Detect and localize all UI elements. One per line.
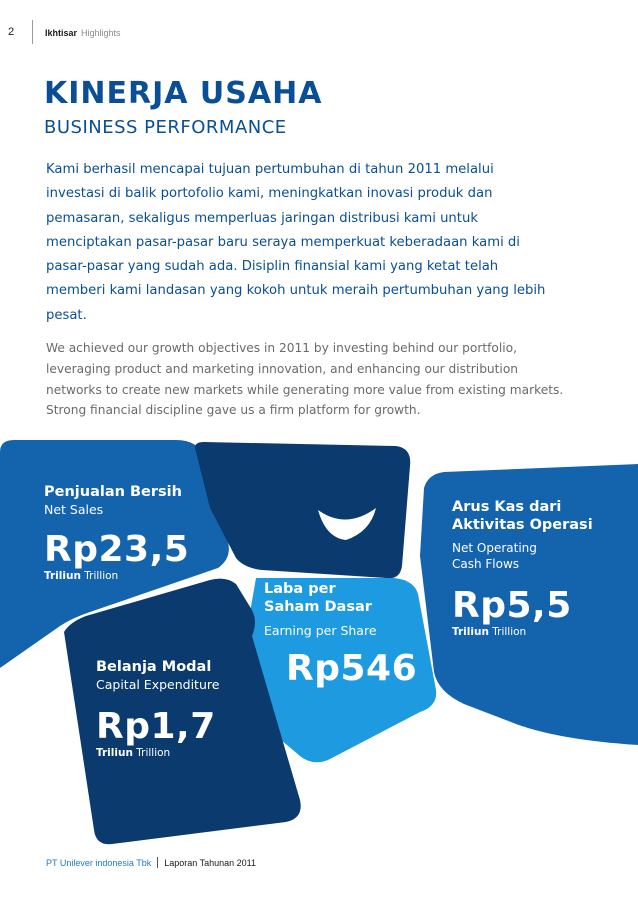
intro-paragraph-id: Kami berhasil mencapai tujuan pertumbuhan di tahun 2011 melalui investasi di balik portofolio kami, meningkatkan inovasi produk dan pemasaran, sekaligus memperluas jaringan distribusi kami untuk menciptakan pasar-pasar baru seraya memperkuat keberadaan kami di pasar-pasar yang sudah ada. Disiplin finansial kami yang ketat telah memberi kami landasan yang kokoh untuk meraih pertumbuhan yang lebih pesat.	[46, 162, 546, 323]
cash-flow-unit	[452, 626, 593, 638]
page-number: 2	[8, 26, 15, 38]
page-title: KINERJA USAHA	[44, 76, 323, 111]
eps-label-id-1: Laba per	[264, 581, 336, 597]
footer-divider	[157, 857, 158, 868]
section-label-id: Ikhtisar	[45, 28, 78, 38]
cash-flow-label-id-1: Arus Kas dari	[452, 499, 562, 515]
net-sales-unit-en: Trillion	[84, 570, 119, 582]
kpi-eps	[264, 580, 417, 689]
kpi-net-sales	[44, 483, 189, 582]
capex-value: Rp1,7	[96, 706, 216, 747]
net-sales-label-id: Penjualan Bersih	[44, 484, 182, 500]
page-subtitle: BUSINESS PERFORMANCE	[44, 117, 287, 138]
net-sales-unit-id: Triliun	[44, 570, 81, 582]
kpi-capex	[96, 658, 219, 759]
footer	[46, 857, 256, 868]
eps-label-id-2: Saham Dasar	[264, 599, 372, 615]
capex-label-id: Belanja Modal	[96, 659, 212, 675]
kpi-cash-flow	[452, 498, 593, 638]
cash-flow-unit-en: Trillion	[492, 626, 527, 638]
capex-unit-en: Trillion	[136, 747, 171, 759]
net-sales-value: Rp23,5	[44, 529, 190, 570]
cash-flow-unit-id: Triliun	[452, 626, 489, 638]
footer-report: Laporan Tahunan 2011	[164, 858, 256, 868]
eps-label-en: Earning per Share	[264, 623, 377, 638]
footer-company: PT Unilever indonesia Tbk	[46, 858, 152, 868]
navy-top-panel	[195, 442, 410, 578]
intro-paragraph-en: We achieved our growth objectives in 2011 by investing behind our portfolio, leveraging product and marketing innovation, and enhancing our distribution networks to create new markets while generating more value from existing markets. Strong financial discipline gave us a firm platform for growth.	[46, 341, 564, 418]
net-sales-label-en: Net Sales	[44, 502, 104, 517]
cash-flow-label-en-1: Net Operating	[452, 541, 537, 555]
cash-flow-value: Rp5,5	[452, 585, 572, 626]
eps-value: Rp546	[286, 648, 418, 689]
net-sales-unit	[44, 570, 189, 582]
capex-label-en: Capital Expenditure	[96, 677, 220, 692]
cash-flow-label-en-2: Cash Flows	[452, 557, 520, 571]
cash-flow-label-id-2: Aktivitas Operasi	[452, 517, 593, 533]
capex-unit	[96, 747, 219, 759]
capex-unit-id: Triliun	[96, 747, 133, 759]
section-label-en: Highlights	[81, 28, 121, 38]
